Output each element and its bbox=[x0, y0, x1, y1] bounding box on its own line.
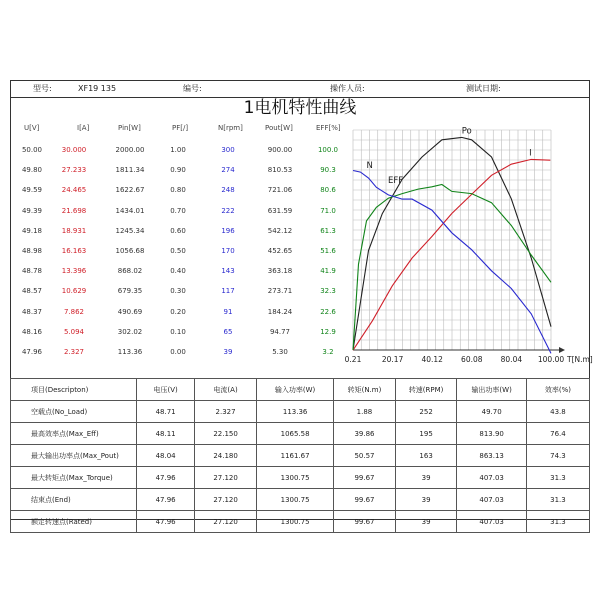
scale-value-eff: 61.3 bbox=[320, 226, 336, 235]
scale-value-pout: 542.12 bbox=[267, 226, 293, 235]
table-cell: 813.90 bbox=[457, 423, 526, 445]
scale-value-pf: 0.90 bbox=[170, 166, 186, 175]
table-cell: 1161.67 bbox=[257, 445, 334, 467]
scale-value-n: 222 bbox=[221, 206, 235, 215]
scale-header-n: N[rpm] bbox=[218, 124, 243, 132]
scale-value-eff: 90.3 bbox=[320, 166, 336, 175]
table-cell: 76.4 bbox=[526, 423, 589, 445]
table-cell: 74.3 bbox=[526, 445, 589, 467]
scale-value-pf: 1.00 bbox=[170, 146, 186, 154]
table-cell: 163 bbox=[395, 445, 457, 467]
scale-header-eff: EFF[%] bbox=[316, 124, 341, 132]
scale-value-u: 49.80 bbox=[21, 166, 43, 175]
scale-value-n: 274 bbox=[221, 166, 235, 175]
scale-value-eff: 71.0 bbox=[320, 206, 336, 215]
table-row bbox=[11, 467, 590, 489]
scale-value-pout: 900.00 bbox=[267, 146, 293, 154]
scale-header-pout: Pout[W] bbox=[265, 124, 293, 132]
scale-value-pf: 0.80 bbox=[170, 186, 186, 195]
scale-value-pf: 0.70 bbox=[170, 206, 186, 215]
series-label-po: Po bbox=[461, 126, 472, 137]
table-cell: 47.96 bbox=[137, 511, 195, 533]
scale-value-pf: 0.60 bbox=[170, 226, 186, 235]
scale-value-pout: 810.53 bbox=[267, 166, 293, 175]
scale-value-u: 47.96 bbox=[21, 348, 43, 356]
scale-value-n: 65 bbox=[223, 327, 233, 336]
table-cell: 39 bbox=[395, 489, 457, 511]
table-cell: 最大转矩点(Max_Torque) bbox=[11, 467, 137, 489]
scale-value-pout: 363.18 bbox=[267, 267, 293, 276]
scale-value-i: 2.327 bbox=[63, 348, 85, 356]
table-header-cell: 转矩(N.m) bbox=[334, 379, 396, 401]
scale-value-u: 48.98 bbox=[21, 247, 43, 255]
table-cell: 43.8 bbox=[526, 401, 589, 423]
table-cell: 48.71 bbox=[137, 401, 195, 423]
scale-value-eff: 80.6 bbox=[320, 186, 336, 195]
scale-value-i: 30.000 bbox=[61, 146, 87, 154]
scale-value-pout: 5.30 bbox=[272, 348, 288, 356]
table-cell: 27.120 bbox=[195, 511, 257, 533]
table-cell: 49.70 bbox=[457, 401, 526, 423]
table-cell: 最高效率点(Max_Eff) bbox=[11, 423, 137, 445]
scale-value-n: 143 bbox=[221, 267, 235, 276]
scale-value-i: 10.629 bbox=[61, 287, 87, 296]
table-cell: 1300.75 bbox=[257, 467, 334, 489]
table-header-row bbox=[11, 379, 590, 401]
table-cell: 50.57 bbox=[334, 445, 396, 467]
series-label-eff: EFF bbox=[388, 176, 404, 187]
table-cell: 31.3 bbox=[526, 511, 589, 533]
scale-value-pin: 1434.01 bbox=[115, 206, 145, 215]
table-cell: 1300.75 bbox=[257, 489, 334, 511]
table-header-cell: 电流(A) bbox=[195, 379, 257, 401]
table-row bbox=[11, 489, 590, 511]
scale-value-eff: 41.9 bbox=[320, 267, 336, 276]
table-cell: 39 bbox=[395, 467, 457, 489]
table-cell: 1.88 bbox=[334, 401, 396, 423]
scale-value-pin: 1245.34 bbox=[115, 226, 145, 235]
table-cell: 99.67 bbox=[334, 489, 396, 511]
table-cell: 1065.58 bbox=[257, 423, 334, 445]
scale-header-pin: Pin[W] bbox=[118, 124, 141, 132]
table-row bbox=[11, 401, 590, 423]
scale-value-i: 7.862 bbox=[63, 307, 85, 316]
scale-value-pf: 0.50 bbox=[170, 247, 186, 255]
table-cell: 最大输出功率点(Max_Pout) bbox=[11, 445, 137, 467]
scale-value-u: 48.78 bbox=[21, 267, 43, 276]
scale-value-i: 21.698 bbox=[61, 206, 87, 215]
table-cell: 113.36 bbox=[257, 401, 334, 423]
scale-value-pout: 94.77 bbox=[269, 327, 291, 336]
page-title: 1电机特性曲线 bbox=[243, 98, 357, 118]
scale-value-pf: 0.20 bbox=[170, 307, 186, 316]
scale-value-pin: 113.36 bbox=[117, 348, 143, 356]
table-cell: 2.327 bbox=[195, 401, 257, 423]
table-header-cell: 电压(V) bbox=[137, 379, 195, 401]
table-cell: 99.67 bbox=[334, 511, 396, 533]
operator-label: 操作人员: bbox=[330, 84, 365, 93]
scale-value-u: 49.18 bbox=[21, 226, 43, 235]
table-cell: 空载点(No_Load) bbox=[11, 401, 137, 423]
table-cell: 1300.75 bbox=[257, 511, 334, 533]
date-label: 测试日期: bbox=[466, 84, 501, 93]
number-label: 编号: bbox=[183, 84, 202, 93]
table-header-cell: 项目(Descripton) bbox=[11, 379, 137, 401]
scale-value-n: 196 bbox=[221, 226, 235, 235]
scale-value-pin: 868.02 bbox=[117, 267, 143, 276]
scale-value-n: 248 bbox=[221, 186, 235, 195]
model-label: 型号: bbox=[33, 84, 52, 93]
table-cell: 31.3 bbox=[526, 467, 589, 489]
scale-value-pin: 490.69 bbox=[117, 307, 143, 316]
table-row bbox=[11, 423, 590, 445]
scale-value-eff: 22.6 bbox=[320, 307, 336, 316]
scale-value-i: 24.465 bbox=[61, 186, 87, 195]
table-cell: 195 bbox=[395, 423, 457, 445]
scale-value-i: 16.163 bbox=[61, 247, 87, 255]
table-cell: 48.11 bbox=[137, 423, 195, 445]
scale-value-pout: 452.65 bbox=[267, 247, 293, 255]
scale-header-i: I[A] bbox=[77, 124, 90, 132]
scale-value-pin: 302.02 bbox=[117, 327, 143, 336]
x-tick-label: 40.12 bbox=[421, 355, 443, 364]
scale-value-u: 48.16 bbox=[21, 327, 43, 336]
scale-value-pin: 1622.67 bbox=[115, 186, 145, 195]
table-cell: 31.3 bbox=[526, 489, 589, 511]
table-cell: 27.120 bbox=[195, 467, 257, 489]
scale-value-pf: 0.10 bbox=[170, 327, 186, 336]
scale-value-eff: 51.6 bbox=[320, 247, 336, 255]
scale-value-pout: 273.71 bbox=[267, 287, 293, 296]
table-cell: 额定转速点(Rated) bbox=[11, 511, 137, 533]
scale-value-pout: 184.24 bbox=[267, 307, 293, 316]
x-tick-label: 100.00 bbox=[537, 355, 565, 364]
table-cell: 252 bbox=[395, 401, 457, 423]
series-line-i bbox=[353, 159, 550, 350]
table-header-cell: 转速(RPM) bbox=[395, 379, 457, 401]
scale-value-u: 50.00 bbox=[21, 146, 43, 154]
scale-value-eff: 100.0 bbox=[317, 146, 339, 154]
table-header-cell: 效率(%) bbox=[526, 379, 589, 401]
scale-value-eff: 32.3 bbox=[320, 287, 336, 296]
scale-value-pin: 1056.68 bbox=[115, 247, 145, 255]
x-axis-label: T[N.m] bbox=[567, 355, 593, 364]
scale-value-n: 170 bbox=[221, 247, 235, 255]
table-cell: 407.03 bbox=[457, 467, 526, 489]
table-cell: 863.13 bbox=[457, 445, 526, 467]
table-cell: 39 bbox=[395, 511, 457, 533]
table-cell: 407.03 bbox=[457, 489, 526, 511]
x-axis-arrow bbox=[559, 347, 565, 353]
table-row bbox=[11, 511, 590, 533]
scale-value-pin: 2000.00 bbox=[115, 146, 145, 154]
table-cell: 27.120 bbox=[195, 489, 257, 511]
scale-value-pout: 721.06 bbox=[267, 186, 293, 195]
scale-value-n: 117 bbox=[221, 287, 235, 296]
scale-value-i: 5.094 bbox=[63, 327, 85, 336]
scale-value-i: 13.396 bbox=[61, 267, 87, 276]
scale-value-u: 48.37 bbox=[21, 307, 43, 316]
scale-value-eff: 3.2 bbox=[322, 348, 334, 356]
scale-header-u: U[V] bbox=[24, 124, 40, 132]
table-cell: 结束点(End) bbox=[11, 489, 137, 511]
x-tick-label: 0.21 bbox=[344, 355, 362, 364]
model-value: XF19 135 bbox=[78, 84, 117, 93]
scale-value-eff: 12.9 bbox=[320, 327, 336, 336]
table-cell: 22.150 bbox=[195, 423, 257, 445]
scale-value-i: 27.233 bbox=[61, 166, 87, 175]
scale-value-u: 49.59 bbox=[21, 186, 43, 195]
scale-value-pin: 679.35 bbox=[117, 287, 143, 296]
scale-value-pf: 0.30 bbox=[170, 287, 186, 296]
scale-value-n: 300 bbox=[221, 146, 235, 154]
series-label-n: N bbox=[366, 161, 373, 172]
table-cell: 24.180 bbox=[195, 445, 257, 467]
table-cell: 48.04 bbox=[137, 445, 195, 467]
scale-header-pf: PF[/] bbox=[172, 124, 189, 132]
results-table bbox=[10, 378, 590, 533]
table-header-cell: 输入功率(W) bbox=[257, 379, 334, 401]
scale-value-pin: 1811.34 bbox=[115, 166, 145, 175]
scale-value-n: 39 bbox=[223, 348, 233, 356]
table-cell: 39.86 bbox=[334, 423, 396, 445]
scale-value-i: 18.931 bbox=[61, 226, 87, 235]
table-cell: 47.96 bbox=[137, 489, 195, 511]
scale-value-u: 49.39 bbox=[21, 206, 43, 215]
scale-value-pout: 631.59 bbox=[267, 206, 293, 215]
scale-value-u: 48.57 bbox=[21, 287, 43, 296]
table-cell: 99.67 bbox=[334, 467, 396, 489]
scale-value-pf: 0.40 bbox=[170, 267, 186, 276]
table-row bbox=[11, 445, 590, 467]
table-cell: 407.03 bbox=[457, 511, 526, 533]
x-tick-label: 20.17 bbox=[381, 355, 404, 364]
scale-value-pf: 0.00 bbox=[170, 348, 186, 356]
scale-value-n: 91 bbox=[223, 307, 233, 316]
x-tick-label: 60.08 bbox=[461, 355, 483, 364]
table-cell: 47.96 bbox=[137, 467, 195, 489]
series-label-i: I bbox=[529, 148, 532, 159]
table-header-cell: 输出功率(W) bbox=[457, 379, 526, 401]
x-tick-label: 80.04 bbox=[500, 355, 523, 364]
